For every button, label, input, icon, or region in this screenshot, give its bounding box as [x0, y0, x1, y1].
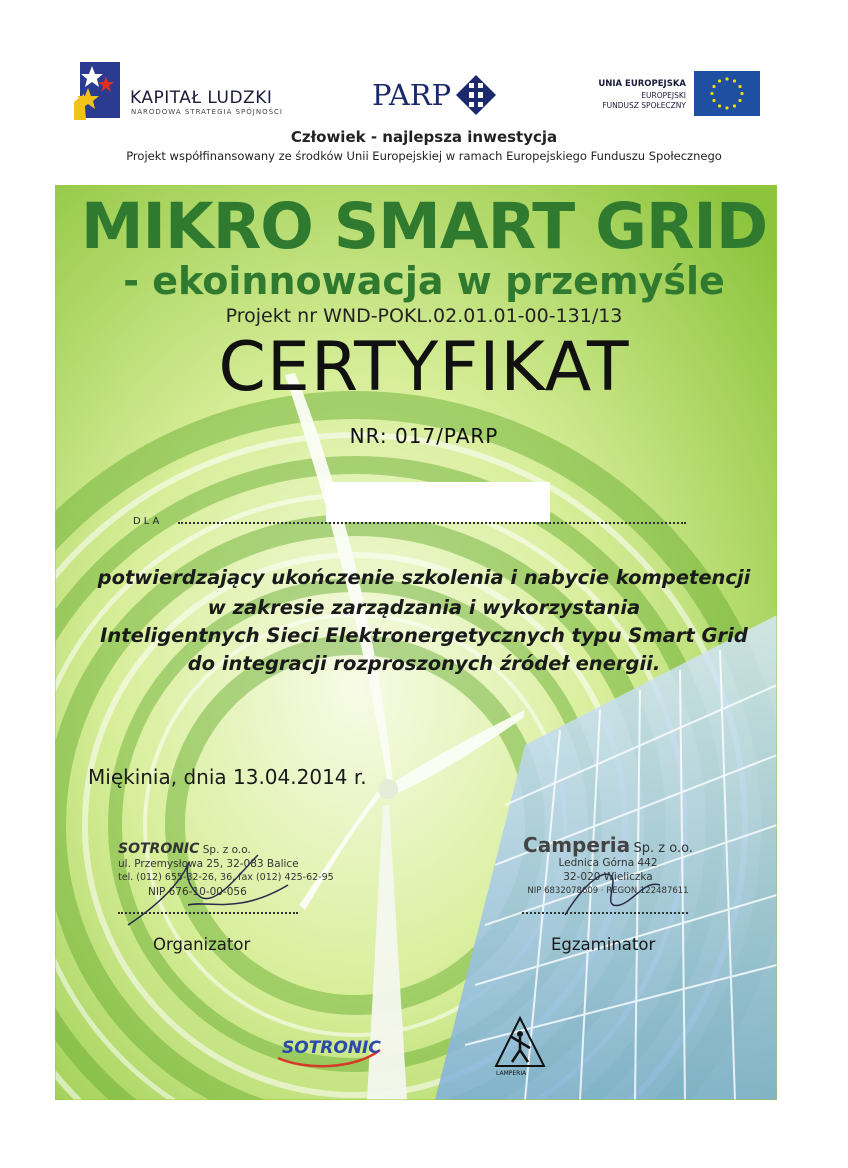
project-subtitle: - ekoinnowacja w przemyśle — [123, 259, 725, 303]
body-line-2: w zakresie zarządzania i wykorzystania — [207, 596, 641, 619]
examiner-signature-line — [522, 912, 688, 914]
organizer-label: Organizator — [153, 935, 251, 954]
examiner-stamp-city: 32-020 Wieliczka — [563, 871, 653, 883]
eu-flag-icon — [694, 71, 760, 116]
organizer-stamp-nip: NIP 676-10-00-056 — [148, 886, 247, 898]
slogan: Człowiek - najlepsza inwestycja — [290, 128, 558, 146]
parp-logo-text: PARP — [372, 78, 452, 112]
examiner-label: Egzaminator — [551, 935, 656, 954]
organizer-stamp-brand: SOTRONIC — [118, 841, 200, 857]
organizer-signature-line — [118, 912, 298, 914]
eu-label-line2: EUROPEJSKI — [641, 91, 686, 100]
lamperia-logo-text: LAMPERIA — [496, 1070, 527, 1077]
organizer-stamp-phone: tel. (012) 655-32-26, 36, fax (012) 425-62-95 — [118, 872, 334, 883]
project-number: Projekt nr WND-POKL.02.01.01-00-131/13 — [225, 305, 623, 327]
examiner-stamp-suffix: Sp. z o.o. — [633, 841, 693, 856]
body-line-3: Inteligentnych Sieci Elektronergetycznych typu Smart Grid — [100, 624, 748, 647]
kapital-ludzki-subtitle: NARODOWA STRATEGIA SPÓJNOŚCI — [131, 108, 283, 116]
lamperia-logo-icon — [492, 1014, 548, 1072]
parp-logo-icon — [456, 75, 496, 115]
examiner-stamp-brand: Camperia — [523, 833, 631, 857]
kapital-ludzki-title: KAPITAŁ LUDZKI — [130, 88, 273, 108]
examiner-signature-icon — [560, 860, 670, 930]
recipient-name-redaction — [326, 482, 550, 522]
organizer-stamp-suffix: Sp. z o.o. — [202, 844, 251, 856]
examiner-stamp-address: Lednica Górna 442 — [558, 857, 658, 869]
place-and-date: Miękinia, dnia 13.04.2014 r. — [88, 765, 367, 789]
organizer-signature-icon — [118, 845, 298, 935]
organizer-stamp-address: ul. Przemysłowa 25, 32-083 Balice — [118, 858, 299, 870]
eu-label-line1: UNIA EUROPEJSKA — [598, 79, 686, 89]
kapital-ludzki-logo-icon — [74, 62, 124, 120]
body-line-1: potwierdzający ukończenie szkolenia i nabycie kompetencji — [97, 566, 751, 589]
body-line-4: do integracji rozproszonych źródeł energii. — [187, 652, 661, 675]
certificate-heading: CERTYFIKAT — [218, 328, 630, 407]
recipient-label: DLA — [133, 516, 163, 527]
examiner-stamp-ids: NIP 6832078609 · REGON 122487611 — [527, 886, 689, 896]
cofinancing-note: Projekt współfinansowany ze środków Unii Europejskiej w ramach Europejskiego Funduszu Społecznego — [126, 149, 722, 163]
sotronic-logo: SOTRONIC — [282, 1038, 381, 1058]
eu-label-line3: FUNDUSZ SPOŁECZNY — [602, 101, 686, 110]
project-title: MIKRO SMART GRID — [80, 190, 768, 263]
certificate-number: NR: 017/PARP — [349, 424, 499, 448]
